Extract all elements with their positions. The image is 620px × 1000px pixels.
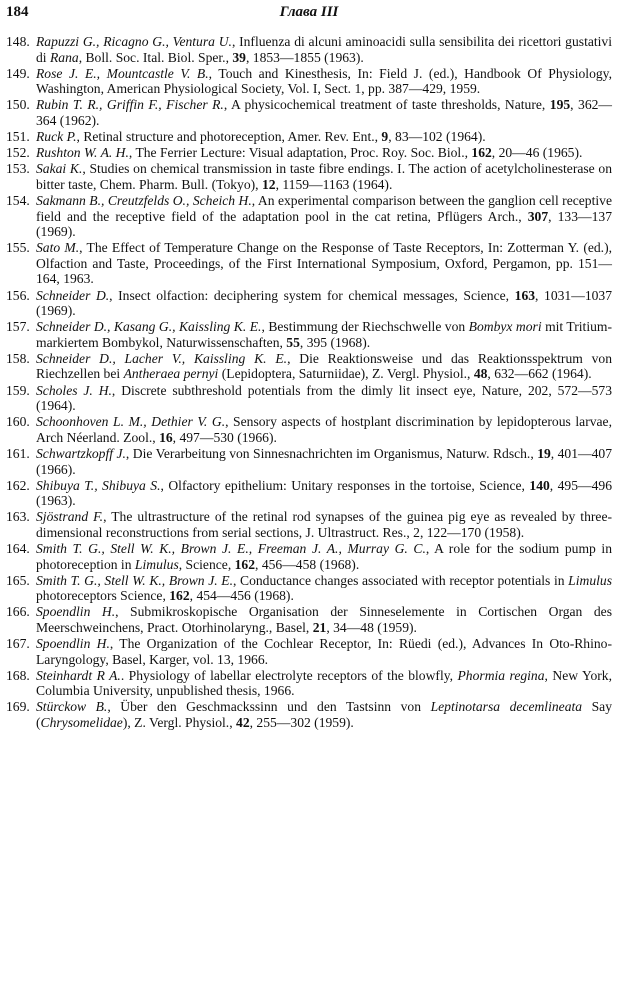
reference-text: , Conductance changes associated with receptor potentials in <box>232 572 569 588</box>
reference-authors: Smith T. G., Stell W. K., Brown J. E. <box>36 572 233 588</box>
reference-authors: Schneider D., Kasang G., Kaissling K. E. <box>36 319 262 335</box>
reference-number: 166. <box>6 604 30 620</box>
reference-number: 158. <box>6 350 30 366</box>
reference-number: 164. <box>6 541 30 556</box>
reference-volume: 16 <box>159 429 173 445</box>
reference-volume: 48 <box>473 366 488 382</box>
reference-authors: Stürckow B. <box>36 699 108 715</box>
reference-number: 169. <box>6 699 30 715</box>
reference-text: , Boll. Soc. Ital. Biol. Sper., <box>78 49 233 65</box>
reference-text: , 1853—1855 (1963). <box>245 49 364 65</box>
reference-volume: 12 <box>261 176 276 192</box>
reference-authors: Schneider D., Lacher V., Kaissling K. E. <box>36 350 288 366</box>
reference-authors: Sakai K. <box>36 161 83 177</box>
reference-number: 159. <box>6 382 30 398</box>
reference-number: 168. <box>6 667 30 683</box>
reference-text: (Lepidoptera, Saturniidae), Z. Vergl. Physiol., <box>218 366 474 382</box>
reference-volume: 163 <box>514 287 536 303</box>
reference-text: , Submikroskopische Organisation der Sinneselemente in Cortischen Organ des Meerschweinchens, Pract. Otorhinolaryng., Basel, <box>36 604 613 635</box>
reference-volume: 42 <box>236 715 250 731</box>
reference-volume: 162 <box>234 556 256 572</box>
reference-text: , Die Reaktionsweise und das Reaktionsspektrum von Riechzellen bei <box>36 350 612 382</box>
reference-text: photoreceptors Science, <box>36 588 170 604</box>
reference-entry <box>6 351 612 382</box>
reference-number: 157. <box>6 319 30 335</box>
reference-entry <box>6 383 612 414</box>
reference-authors: Sakmann B., Creutzfelds O., Scheich H. <box>36 192 252 208</box>
reference-entry <box>6 699 612 730</box>
reference-entry <box>6 604 612 635</box>
reference-species: Antheraea pernyi <box>123 366 219 382</box>
reference-text: , Insect olfaction: deciphering system for chemical messages, Science, <box>109 287 515 303</box>
reference-number: 148. <box>6 34 30 49</box>
reference-text: , 495—496 (1963). <box>36 477 613 509</box>
reference-text: , Olfactory epithelium: Unitary responses in the tortoise, Science, <box>160 477 530 493</box>
reference-text: , 34—48 (1959). <box>326 619 417 635</box>
reference-authors: Rubin T. R., Griffin F., Fischer R. <box>36 97 224 113</box>
reference-entry <box>6 193 612 240</box>
reference-entry <box>6 636 612 667</box>
reference-volume: 21 <box>312 619 327 635</box>
reference-entry <box>6 97 612 128</box>
reference-text: , 456—458 (1968). <box>255 556 360 572</box>
reference-text: , An experimental comparison between the ganglion cell receptive field and the receptive field of the adaptation pool in the cat retina, Pflügers Arch., <box>36 192 612 224</box>
reference-authors: Spoendlin H. <box>36 604 116 620</box>
reference-text: , 401—407 (1966). <box>36 445 612 477</box>
reference-entry <box>6 66 612 97</box>
reference-text: , The Effect of Temperature Change on the Response of Taste Receptors, In: Zotterman Y. (ed.), Olfaction and Taste, Proceedings, of the First International Symposium, Oxford, Pergamon, pp. 151—164, 1963. <box>36 240 612 287</box>
reference-text: , Sensory aspects of hostplant discrimination by lepidopterous larvae, Arch Néerland. Zool., <box>36 414 612 445</box>
reference-volume: 162 <box>169 588 190 604</box>
reference-text: , The Organization of the Cochlear Receptor, In: Rüedi (ed.), Advances In Oto-Rhino-Laryngology, Basel, Karger, vol. 13, 1966. <box>36 636 613 667</box>
reference-volume: 55 <box>286 334 300 350</box>
reference-text: , Die Verarbeitung von Sinnesnachrichten im Organismus, Naturw. Rdsch., <box>125 445 538 461</box>
reference-entry <box>6 129 612 145</box>
reference-volume: 9 <box>381 129 389 145</box>
reference-authors: Shibuya T., Shibuya S. <box>36 477 161 493</box>
reference-text: , A role for the sodium pump in photoreception in <box>36 541 612 572</box>
reference-number: 150. <box>6 97 30 113</box>
reference-text: , Studies on chemical transmission in taste fibre endings. I. The action of acetylcholinesterase on bitter taste, Chem. Pharm. Bull. (Tokyo), <box>36 161 612 192</box>
reference-number: 153. <box>6 161 30 177</box>
reference-authors: Ruck P. <box>36 129 77 145</box>
reference-text: , New York, Columbia University, unpublished thesis, 1966. <box>36 667 612 699</box>
reference-text: , 1159—1163 (1964). <box>275 176 393 192</box>
reference-text: , The ultrastructure of the retinal rod synapses of the guinea pig eye as revealed by three-dimensional reconstructions from serial sections, J. Ultrastruct. Res., 2, 122—170 (1958). <box>36 509 613 540</box>
reference-text: , 255—302 (1959). <box>249 715 354 731</box>
reference-number: 156. <box>6 287 30 303</box>
reference-species: Bombyx mori <box>468 319 542 335</box>
reference-volume: 140 <box>529 477 550 493</box>
reference-number: 161. <box>6 445 30 461</box>
reference-entry <box>6 446 612 477</box>
reference-authors: Spoendlin H. <box>36 636 110 652</box>
reference-entry <box>6 573 612 604</box>
reference-entry <box>6 240 612 287</box>
reference-authors: Steinhardt R A. <box>36 667 121 683</box>
reference-species: Limulus <box>568 572 612 588</box>
reference-entry <box>6 668 612 699</box>
reference-list <box>6 34 612 731</box>
reference-text: , 454—456 (1968). <box>189 588 294 604</box>
reference-species: Chrysomelidae <box>40 715 123 731</box>
reference-text: , 133—137 (1969). <box>36 208 612 240</box>
reference-text: , Influenza di alcuni aminoacidi sulla sensibilita dei ricettori gustativi di <box>36 34 613 65</box>
reference-entry <box>6 319 612 350</box>
reference-entry <box>6 478 612 509</box>
reference-number: 151. <box>6 129 30 145</box>
reference-text: , Touch and Kinesthesis, In: Field J. (ed.), Handbook Of Physiology, Washington, American Physiological Society, Vol. I, Sect. 1, pp. 387—429, 1959. <box>36 65 612 97</box>
reference-authors: Rushton W. A. H. <box>36 145 129 161</box>
reference-number: 162. <box>6 477 30 493</box>
reference-number: 149. <box>6 65 30 81</box>
reference-text: , 1031—1037 (1969). <box>36 287 613 319</box>
running-head <box>6 4 612 34</box>
reference-text: . Physiology of labellar electrolyte receptors of the blowfly, <box>120 667 458 683</box>
reference-entry <box>6 288 612 319</box>
reference-entry <box>6 541 612 572</box>
reference-text: , A physicochemical treatment of taste thresholds, Nature, <box>223 97 550 113</box>
reference-entry <box>6 145 612 161</box>
reference-authors: Scholes J. H. <box>36 382 112 398</box>
reference-volume: 195 <box>549 97 571 113</box>
reference-text: , 395 (1968). <box>299 334 371 350</box>
reference-text: , 362—364 (1962). <box>36 97 613 128</box>
reference-volume: 162 <box>471 145 492 161</box>
page-number: 184 <box>6 4 29 20</box>
reference-authors: Rapuzzi G., Ricagno G., Ventura U. <box>36 34 232 49</box>
reference-species: Leptinotarsa decemlineata <box>430 699 583 715</box>
reference-entry <box>6 509 612 540</box>
reference-number: 155. <box>6 240 30 256</box>
reference-text: mit Tritium-markiertem Bombykol, Naturwissenschaften, <box>36 319 612 350</box>
chapter-title: Глава III <box>279 4 339 20</box>
reference-authors: Schoonhoven L. M., Dethier V. G. <box>36 414 226 430</box>
reference-species: Limulus <box>134 556 179 572</box>
reference-text: Say ( <box>36 699 613 731</box>
reference-number: 152. <box>6 145 30 161</box>
reference-number: 154. <box>6 192 30 208</box>
reference-authors: Smith T. G., Stell W. K., Brown J. E., Freeman J. A., Murray G. C. <box>36 541 426 556</box>
reference-authors: Sjöstrand F. <box>36 509 104 525</box>
reference-text: , Retinal structure and photoreception, Amer. Rev. Ent., <box>76 129 382 145</box>
reference-number: 165. <box>6 572 30 588</box>
reference-species: Rana <box>49 49 79 65</box>
reference-authors: Schwartzkopff J. <box>36 445 126 461</box>
reference-volume: 307 <box>527 208 549 224</box>
reference-text: , Über den Geschmackssinn und den Tastsinn von <box>107 699 431 715</box>
reference-entry <box>6 161 612 192</box>
reference-text: , Science, <box>178 556 235 572</box>
reference-number: 160. <box>6 414 30 430</box>
reference-number: 167. <box>6 636 30 652</box>
reference-text: , 83—102 (1964). <box>388 129 486 145</box>
reference-text: , Discrete subthreshold potentials from the dimly lit insect eye, Nature, 202, 572—573 (1964). <box>36 382 612 414</box>
reference-text: , The Ferrier Lecture: Visual adaptation, Proc. Roy. Soc. Biol., <box>128 145 472 161</box>
reference-text: , 497—530 (1966). <box>172 429 277 445</box>
reference-species: Phormia regina <box>457 667 545 683</box>
reference-volume: 19 <box>537 445 551 461</box>
reference-text: , Bestimmung der Riechschwelle von <box>261 319 469 335</box>
reference-entry <box>6 34 612 65</box>
reference-authors: Schneider D. <box>36 287 110 303</box>
reference-text: , 20—46 (1965). <box>491 145 583 161</box>
reference-text: ), Z. Vergl. Physiol., <box>122 715 237 731</box>
reference-volume: 39 <box>232 49 246 65</box>
reference-entry <box>6 414 612 445</box>
reference-number: 163. <box>6 509 30 525</box>
reference-authors: Sato M. <box>36 240 80 256</box>
reference-authors: Rose J. E., Mountcastle V. B. <box>36 65 209 81</box>
reference-text: , 632—662 (1964). <box>487 366 592 382</box>
